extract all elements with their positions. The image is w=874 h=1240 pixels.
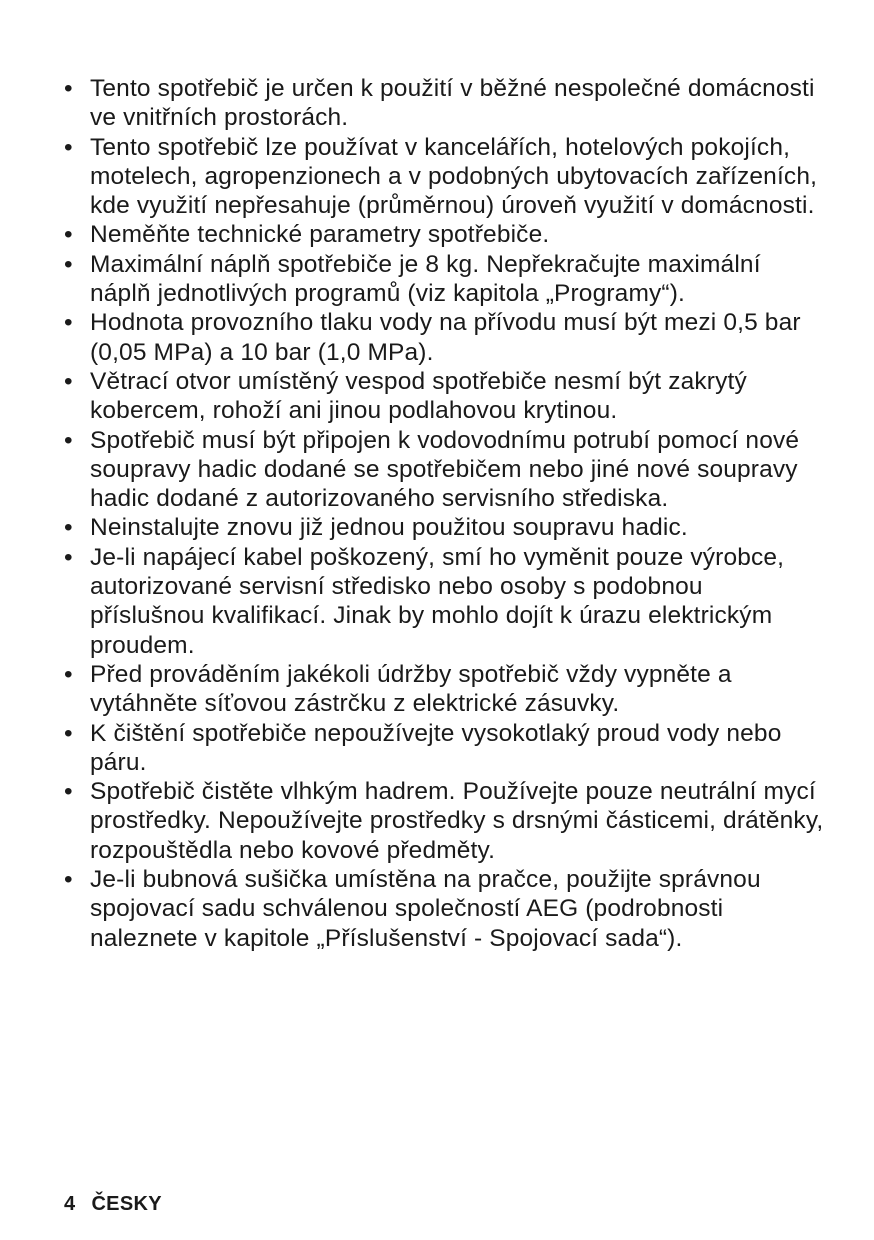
list-item-text: K čištění spotřebiče nepoužívejte vysokotlaký proud vody nebo páru. xyxy=(90,719,782,776)
list-item xyxy=(64,308,824,367)
bullet-icon: • xyxy=(64,250,73,278)
list-item xyxy=(64,220,824,249)
list-item xyxy=(64,865,824,953)
list-item-text: Je-li bubnová sušička umístěna na pračce, použijte správnou spojovací sadu schválenou společností AEG (podrobnosti naleznete v kapitole „Příslušenství - Spojovací sada“). xyxy=(90,866,761,952)
bullet-icon: • xyxy=(64,660,73,688)
footer-language-label: ČESKY xyxy=(91,1193,162,1215)
bullet-icon: • xyxy=(64,426,73,454)
list-item xyxy=(64,250,824,309)
page-footer xyxy=(64,1190,162,1218)
list-item-text: Maximální náplň spotřebiče je 8 kg. Nepřekračujte maximální náplň jednotlivých programů (viz kapitola „Programy“). xyxy=(90,250,761,308)
list-item xyxy=(64,74,824,133)
list-item-text: Před prováděním jakékoli údržby spotřebič vždy vypněte a vytáhněte síťovou zástrčku z elektrické zásuvky. xyxy=(90,660,732,718)
bullet-icon: • xyxy=(64,367,73,395)
list-item xyxy=(64,660,824,719)
bullet-icon: • xyxy=(64,543,73,571)
list-item-text: Je-li napájecí kabel poškozený, smí ho vyměnit pouze výrobce, autorizované servisní středisko nebo osoby s podobnou příslušnou kvalifikací. Jinak by mohlo dojít k úrazu elektrickým proudem. xyxy=(90,543,785,659)
list-item xyxy=(64,719,824,778)
list-item xyxy=(64,777,824,865)
list-item xyxy=(64,426,824,514)
bullet-icon: • xyxy=(64,309,73,337)
safety-bullet-list xyxy=(64,74,824,953)
list-item-text: Tento spotřebič je určen k použití v běžné nespolečné domácnosti ve vnitřních prostorách. xyxy=(90,75,815,132)
list-item-text: Neinstalujte znovu již jednou použitou soupravu hadic. xyxy=(90,514,688,542)
list-item-text: Větrací otvor umístěný vespod spotřebiče nesmí být zakrytý kobercem, rohoží ani jinou podlahovou krytinou. xyxy=(90,367,747,425)
bullet-icon: • xyxy=(64,133,73,161)
list-item xyxy=(64,513,824,542)
list-item xyxy=(64,543,824,660)
bullet-icon: • xyxy=(64,866,73,894)
list-item-text: Spotřebič musí být připojen k vodovodnímu potrubí pomocí nové soupravy hadic dodané se spotřebičem nebo jiné nové soupravy hadic dodané z autorizovaného servisního střediska. xyxy=(90,426,800,513)
bullet-icon: • xyxy=(64,778,73,806)
bullet-icon: • xyxy=(64,719,73,747)
bullet-icon: • xyxy=(64,221,73,249)
list-item xyxy=(64,133,824,221)
list-item-text: Neměňte technické parametry spotřebiče. xyxy=(90,221,550,249)
list-item-text: Hodnota provozního tlaku vody na přívodu musí být mezi 0,5 bar (0,05 MPa) a 10 bar (1,0 MPa). xyxy=(90,309,801,366)
bullet-icon: • xyxy=(64,514,73,542)
list-item-text: Spotřebič čistěte vlhkým hadrem. Používejte pouze neutrální mycí prostředky. Nepoužívejte prostředky s drsnými částicemi, drátěnky, rozpouštědla nebo kovové předměty. xyxy=(90,778,824,864)
page-number: 4 xyxy=(64,1193,76,1215)
bullet-icon: • xyxy=(64,75,73,102)
list-item xyxy=(64,367,824,426)
list-item-text: Tento spotřebič lze používat v kancelářích, hotelových pokojích, motelech, agropenzionech a v podobných ubytovacích zařízeních, kde využití nepřesahuje (průměrnou) úroveň využití v domácnosti. xyxy=(90,133,818,220)
